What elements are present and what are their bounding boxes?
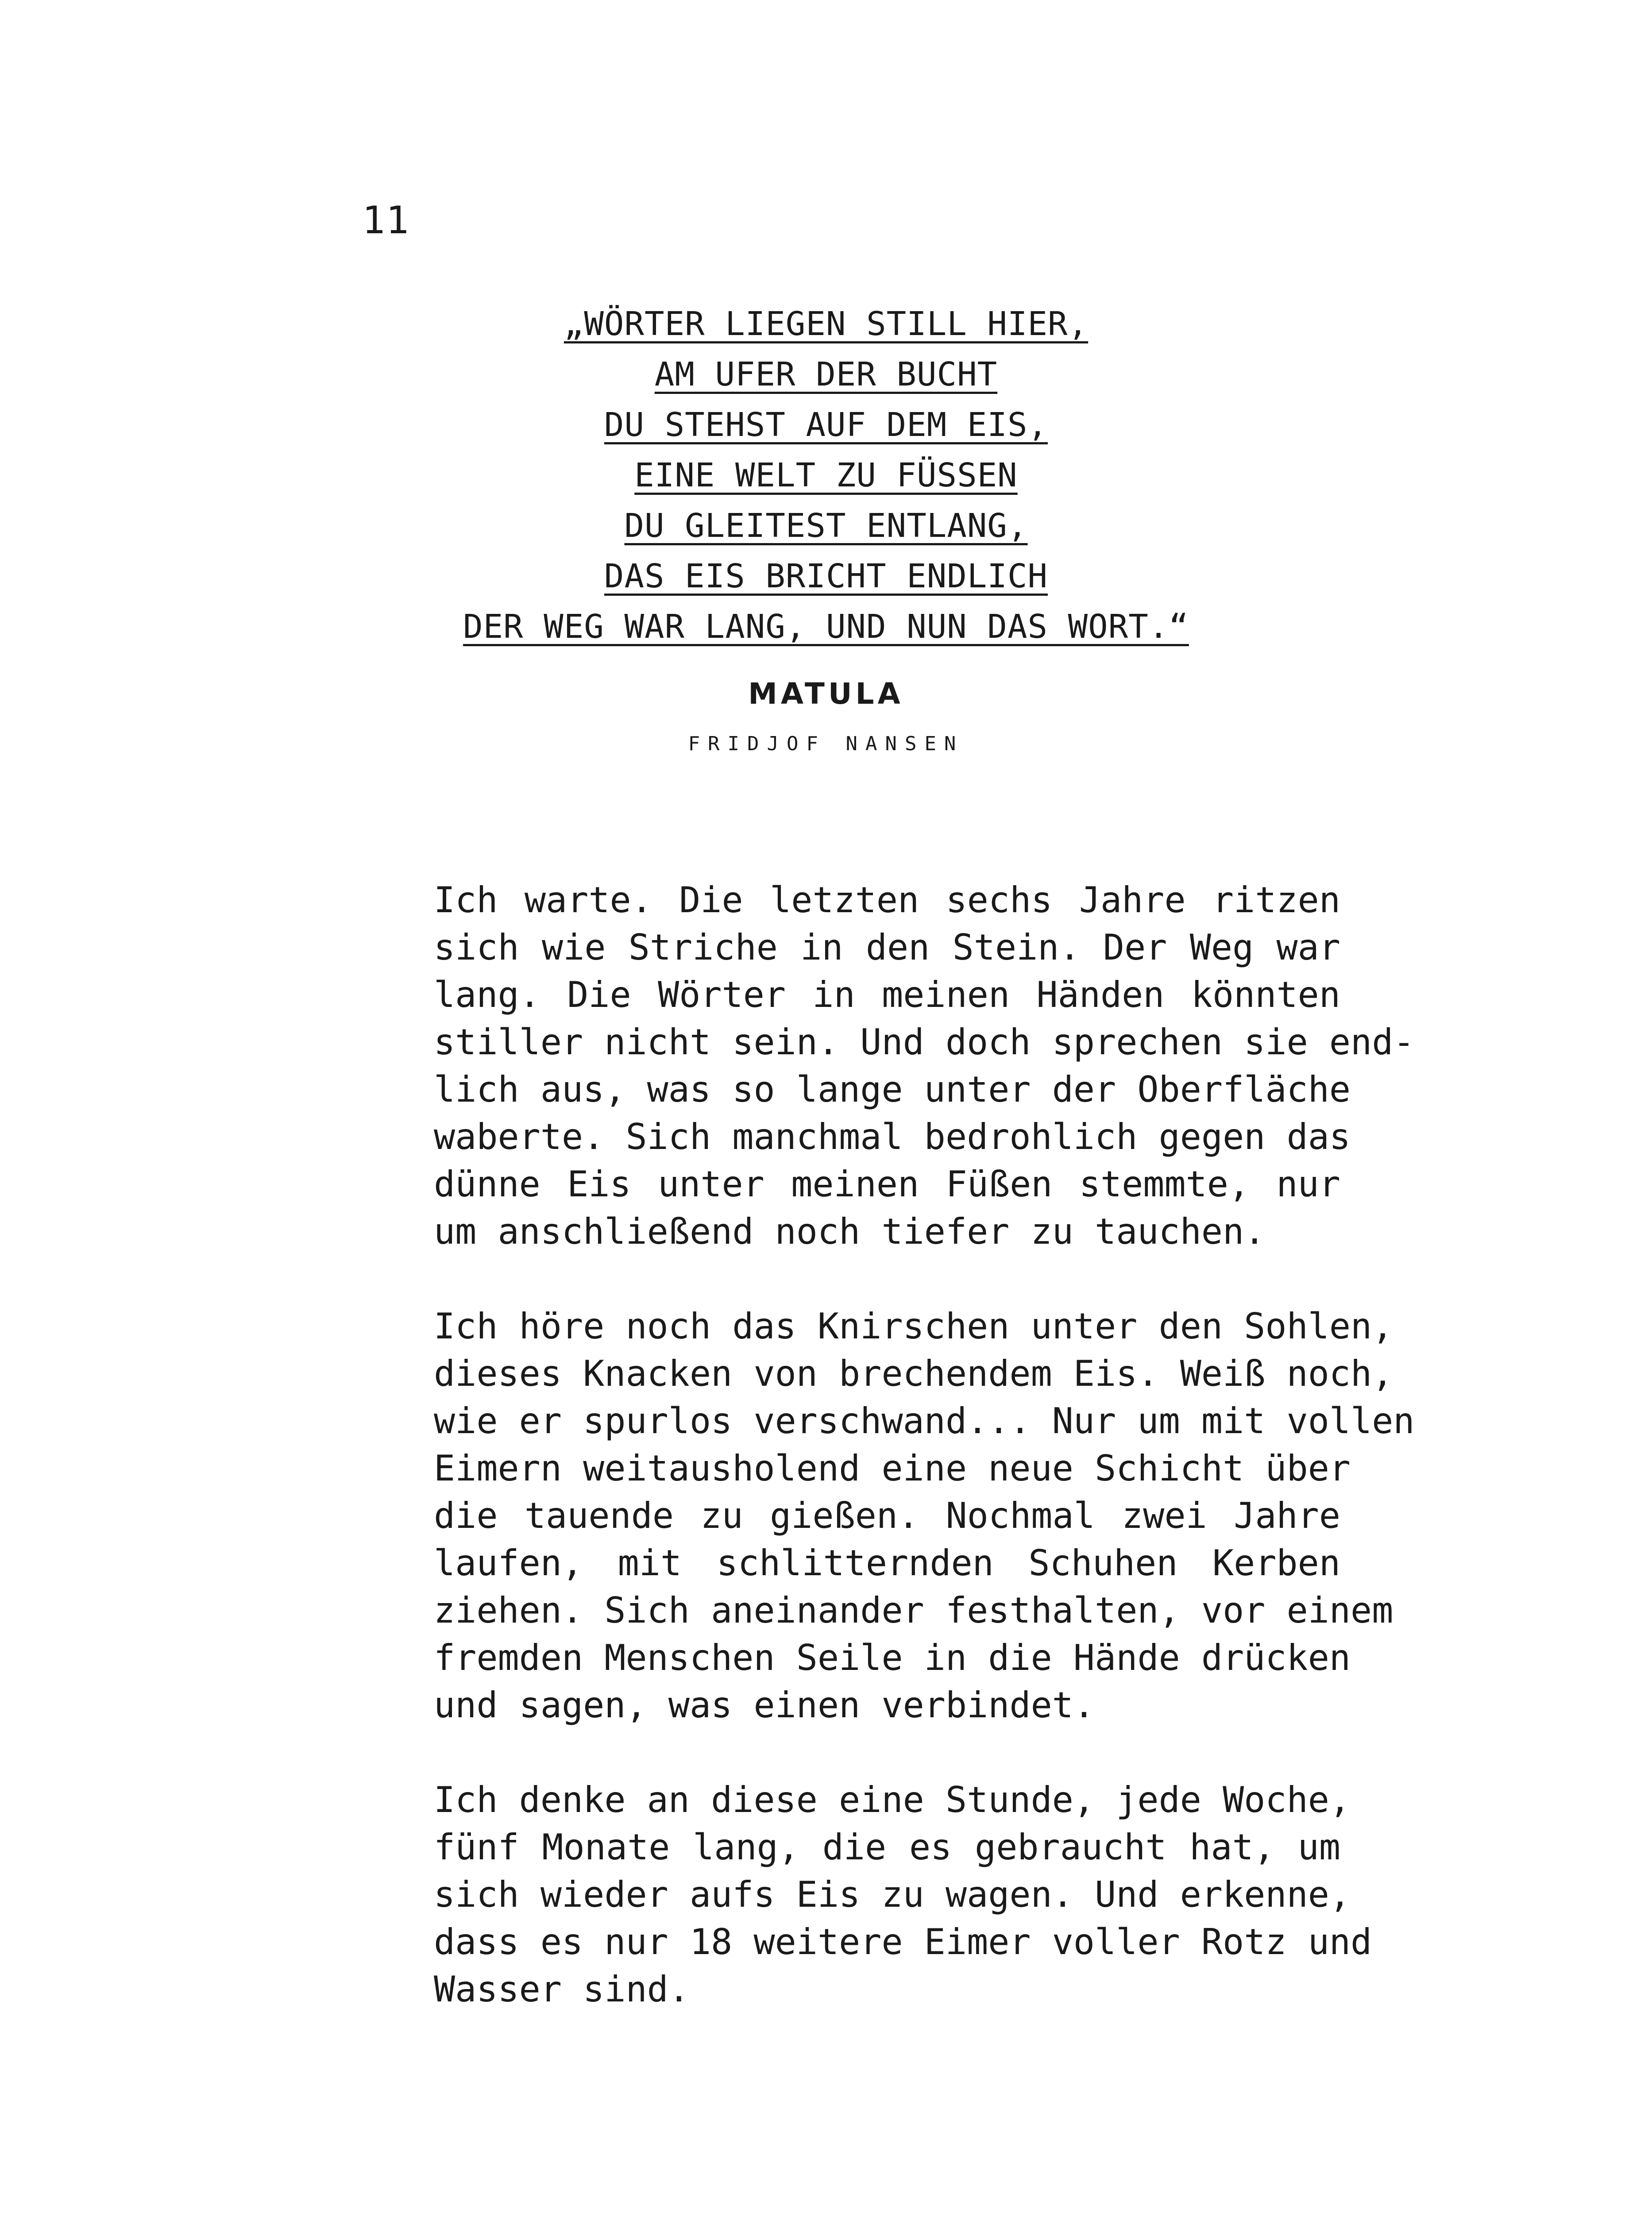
text-line: waberte. Sich manchmal bedrohlich gegen das (434, 1116, 1351, 1157)
poem-line-text: „WÖRTER LIEGEN STILL HIER, (564, 305, 1088, 343)
text-line: dass es nur 18 weitere Eimer voller Rotz und (434, 1921, 1372, 1962)
poem-line-text: DU STEHST AUF DEM EIS, (604, 406, 1048, 444)
text-line: stiller nicht sein. Und doch sprechen sie end- (434, 1022, 1415, 1063)
text-line: sich wie Striche in den Stein. Der Weg war (434, 927, 1340, 968)
text-line: Wasser sind. (434, 1969, 690, 2010)
page-number: 11 (362, 198, 410, 243)
text-line: laufen, mit schlitternden Schuhen Kerben (434, 1542, 1340, 1584)
text-line: lich aus, was so lange unter der Oberfläche (434, 1069, 1351, 1110)
text-line: Ich höre noch das Knirschen unter den Sohlen, (434, 1306, 1393, 1347)
text-line: dünne Eis unter meinen Füßen stemmte, nur (434, 1164, 1340, 1205)
text-line: fremden Menschen Seile in die Hände drücken (434, 1637, 1351, 1678)
poem-line-text: AM UFER DER BUCHT (654, 355, 998, 393)
poem-line-text: DAS EIS BRICHT ENDLICH (604, 557, 1048, 595)
poem-line (0, 299, 1652, 349)
poem-line-text: EINE WELT ZU FÜSSEN (634, 456, 1018, 494)
body-text (434, 876, 1415, 2060)
paragraph (434, 1303, 1415, 1729)
text-line: und sagen, was einen verbindet. (434, 1685, 1095, 1726)
text-line: dieses Knacken von brechendem Eis. Weiß noch, (434, 1353, 1393, 1394)
text-line: lang. Die Wörter in meinen Händen könnten (434, 974, 1340, 1015)
text-line: fünf Monate lang, die es gebraucht hat, um (434, 1827, 1340, 1868)
poem-line (0, 450, 1652, 501)
poem-line (0, 400, 1652, 450)
paragraph (434, 1776, 1372, 2013)
paragraph (434, 876, 1415, 1255)
text-line: Ich warte. Die letzten sechs Jahre ritzen (434, 879, 1340, 921)
text-line: sich wieder aufs Eis zu wagen. Und erkenne, (434, 1874, 1351, 1915)
poem-line (0, 501, 1652, 551)
text-line: wie er spurlos verschwand... Nur um mit vollen (434, 1400, 1415, 1442)
poem-line (0, 349, 1652, 400)
text-line: ziehen. Sich aneinander festhalten, vor einem (434, 1590, 1393, 1631)
poem-line-text: DER WEG WAR LANG, UND NUN DAS WORT.“ (463, 608, 1189, 646)
epigraph (0, 299, 1652, 754)
text-line: die tauende zu gießen. Nochmal zwei Jahre (434, 1495, 1340, 1536)
text-line: Ich denke an diese eine Stunde, jede Woche, (434, 1779, 1351, 1820)
text-line: um anschließend noch tiefer zu tauchen. (434, 1211, 1266, 1252)
author-name: FRIDJOF NANSEN (688, 733, 964, 755)
signature: MATULA (748, 677, 904, 711)
poem-line (0, 551, 1652, 601)
poem-line-text: DU GLEITEST ENTLANG, (624, 507, 1028, 545)
text-line: Eimern weitausholend eine neue Schicht über (434, 1448, 1351, 1489)
poem-line (0, 601, 1652, 652)
